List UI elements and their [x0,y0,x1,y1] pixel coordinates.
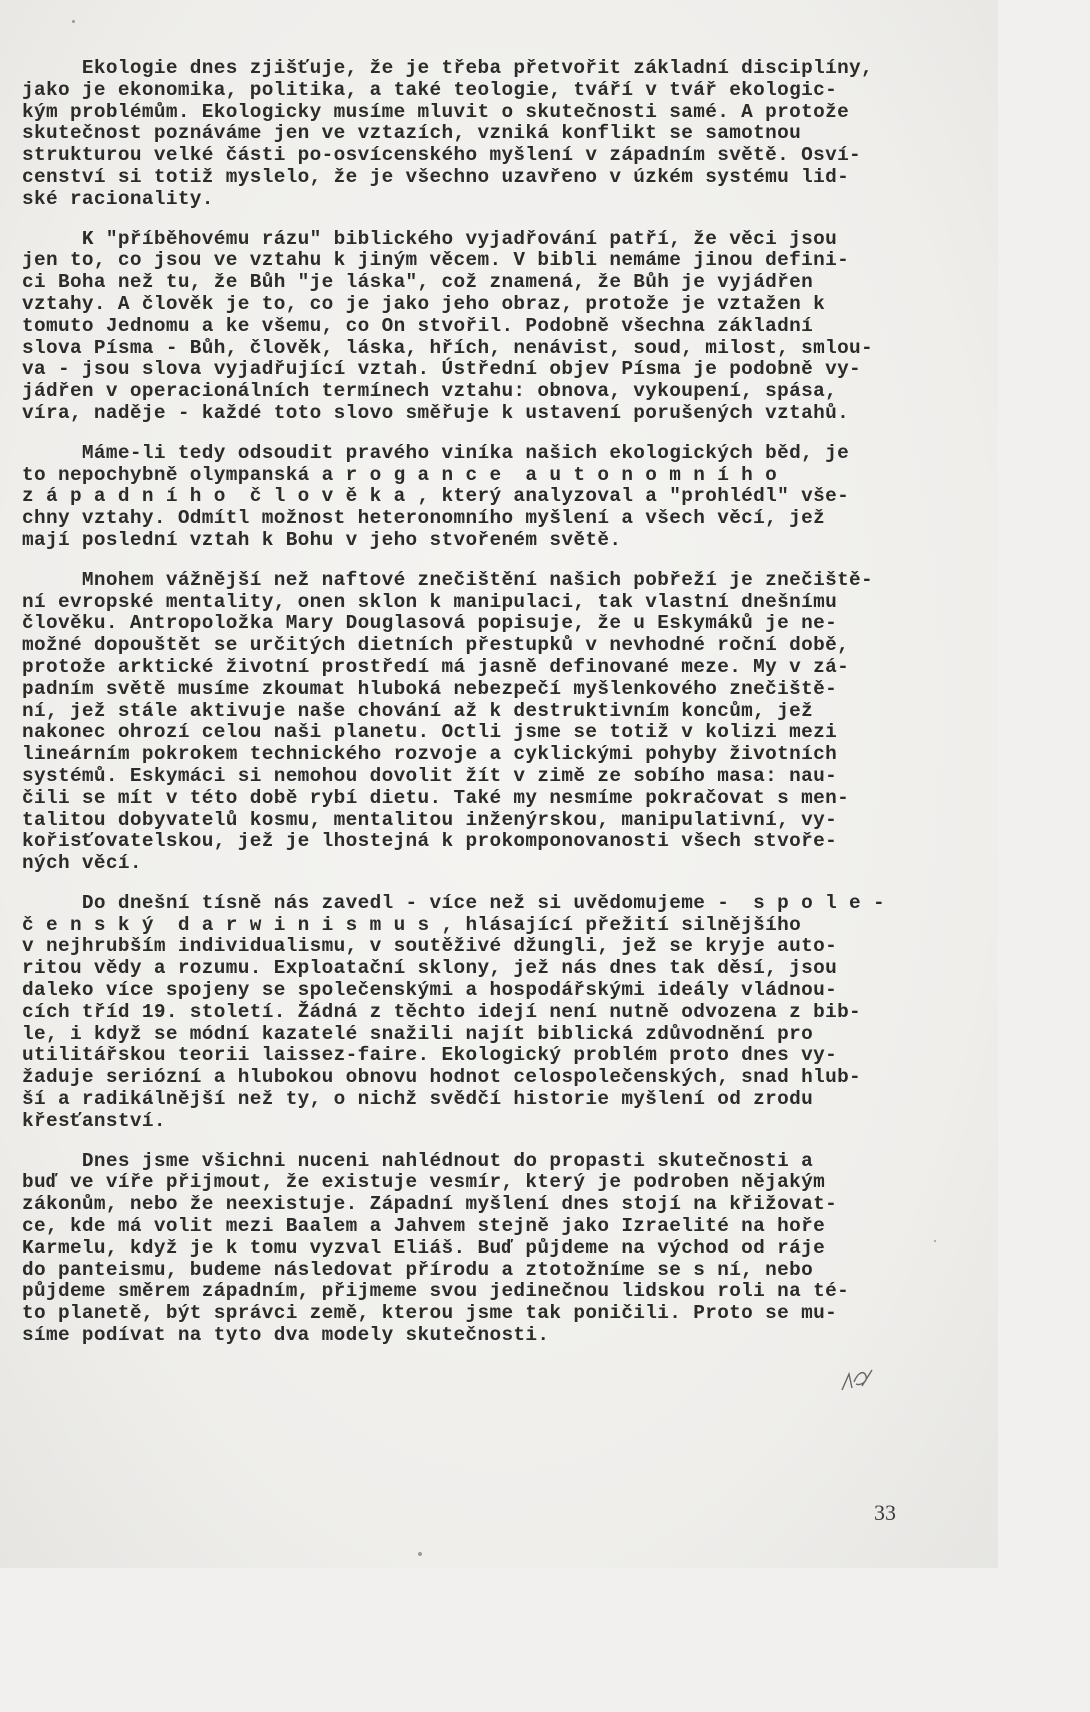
text-line: mají poslední vztah k Bohu v jeho stvořeném světě. [22,528,622,551]
text-line: v nejhrubším individualismu, v soutěživé džungli, jež se kryje auto- [22,935,838,958]
text-line: strukturou velké části po-osvícenského myšlení v západním světě. Osví- [22,144,862,167]
text-line: protože arktické životní prostředí má jasně definované meze. My v zá- [22,655,850,678]
text-line: ných věcí. [22,852,142,875]
text-line: padním světě musíme zkoumat hluboká nebezpečí myšlenkového znečiště- [22,677,838,700]
paragraph [22,58,982,211]
text-line: křesťanství. [22,1109,166,1132]
text-line: K "příběhovému rázu" biblického vyjadřování patří, že věci jsou [22,227,838,250]
text-line: tomuto Jednomu a ke všemu, co On stvořil. Podobně všechna základní [22,314,814,337]
text-line: člověku. Antropoložka Mary Douglasová popisuje, že u Eskymáků je ne- [22,612,838,635]
text-line: chny vztahy. Odmítl možnost heteronomního myšlení a všech věcí, jež [22,507,826,530]
text-line: to planetě, být správci země, kterou jsme tak poničili. Proto se mu- [22,1302,838,1325]
text-line: Karmelu, když je k tomu vyzval Eliáš. Buď půjdeme na východ od ráje [22,1236,826,1259]
text-line: lineárním pokrokem technického rozvoje a cyklickými pohyby životních [22,743,838,766]
text-line: Ekologie dnes zjišťuje, že je třeba přetvořit základní disciplíny, [22,57,874,79]
text-line: talitou dobyvatelů kosmu, mentalitou inženýrskou, manipulativní, vy- [22,808,838,831]
paragraph [22,570,982,875]
text-line: víra, naděje - každé toto slovo směřuje k ustavení porušených vztahů. [22,401,850,424]
paragraph [22,893,982,1133]
text-line: jen to, co jsou ve vztahu k jiným věcem. V bibli nemáme jinou defini- [22,249,850,272]
text-line: ci Boha než tu, že Bůh "je láska", což znamená, že Bůh je vyjádřen [22,271,814,294]
text-line: to nepochybně olympanská a r o g a n c e a u t o n o m n í h o [22,463,778,486]
text-line: ce, kde má volit mezi Baalem a Jahvem stejně jako Izraelité na hoře [22,1215,826,1238]
text-line: skutečnost poznáváme jen ve vztazích, vzniká konflikt se samotnou [22,122,802,145]
handwritten-margin-mark [838,1366,878,1396]
scan-speck [934,1240,936,1242]
text-line: ní, jež stále aktivuje naše chování až k destruktivním koncům, jež [22,699,814,722]
text-line: daleko více spojeny se společenskými a hospodářskými ideály vládnou- [22,979,838,1002]
text-line: kořisťovatelskou, jež je lhostejná k prokomponovanosti všech stvoře- [22,830,838,853]
text-line: zákonům, nebo že neexistuje. Západní myšlení dnes stojí na křižovat- [22,1193,838,1216]
text-line: jádřen v operacionálních termínech vztahu: obnova, vykoupení, spása, [22,380,838,403]
text-line: možné dopouštět se určitých dietních přestupků v nevhodné roční době, [22,634,850,657]
paragraph [22,1151,982,1347]
text-line: ší a radikálnější než ty, o nichž svědčí historie myšlení od zrodu [22,1088,814,1111]
scan-speck [418,1552,422,1556]
text-line: kým problémům. Ekologicky musíme mluvit o skutečnosti samé. A protože [22,100,850,123]
text-line: le, i když se módní kazatelé snažili najít biblická zdůvodnění pro [22,1022,814,1045]
text-line: nakonec ohrozí celou naši planetu. Octli jsme se totiž v kolizi mezi [22,721,838,744]
text-line: Máme-li tedy odsoudit pravého viníka našich ekologických běd, je [22,441,850,464]
text-line: síme podívat na tyto dva modely skutečnosti. [22,1324,550,1347]
text-line: do panteismu, budeme následovat přírodu a ztotožníme se s ní, nebo [22,1258,814,1281]
text-line: žaduje seriózní a hlubokou obnovu hodnot celospolečenských, snad hlub- [22,1066,862,1089]
text-line: va - jsou slova vyjadřující vztah. Ústřední objev Písma je podobně vy- [22,358,862,381]
text-line: cích tříd 19. století. Žádná z těchto idejí není nutně odvozena z bib- [22,1000,862,1023]
text-line: Do dnešní tísně nás zavedl - více než si uvědomujeme - s p o l e - [22,891,886,914]
text-line: jako je ekonomika, politika, a také teologie, tváří v tvář ekologic- [22,78,838,101]
text-line: z á p a d n í h o č l o v ě k a , který analyzoval a "prohlédl" vše- [22,485,850,508]
text-line: ritou vědy a rozumu. Exploatační sklony, jež nás dnes tak děsí, jsou [22,957,838,980]
text-line: vztahy. A člověk je to, co je jako jeho obraz, protože je vztažen k [22,292,826,315]
text-line: půjdeme směrem západním, přijmeme svou jedinečnou lidskou roli na té- [22,1280,850,1303]
text-line: ní evropské mentality, onen sklon k manipulaci, tak vlastní dnešnímu [22,590,838,613]
paragraph [22,229,982,425]
text-line: Mnohem vážnější než naftové znečištění našich pobřeží je znečiště- [22,568,874,591]
text-line: buď ve víře přijmout, že existuje vesmír, který je podroben nějakým [22,1171,826,1194]
text-line: utilitářskou teorii laissez-faire. Ekologický problém proto dnes vy- [22,1044,838,1067]
text-line: cenství si totiž myslelo, že je všechno uzavřeno v úzkém systému lid- [22,165,850,188]
text-line: čili se mít v této době rybí dietu. Také my nesmíme pokračovat s men- [22,786,850,809]
page-number: 33 [874,1500,896,1525]
paragraph [22,443,982,552]
text-line: ské racionality. [22,187,214,210]
text-line: systémů. Eskymáci si nemohou dovolit žít v zimě ze sobího masa: nau- [22,764,838,787]
text-line: č e n s k ý d a r w i n i s m u s , hlásající přežití silnějšího [22,913,802,936]
scan-speck [72,20,75,23]
text-line: slova Písma - Bůh, člověk, láska, hřích, nenávist, soud, milost, smlou- [22,336,874,359]
body-text [22,58,982,1365]
text-line: Dnes jsme všichni nuceni nahlédnout do propasti skutečnosti a [22,1149,814,1172]
